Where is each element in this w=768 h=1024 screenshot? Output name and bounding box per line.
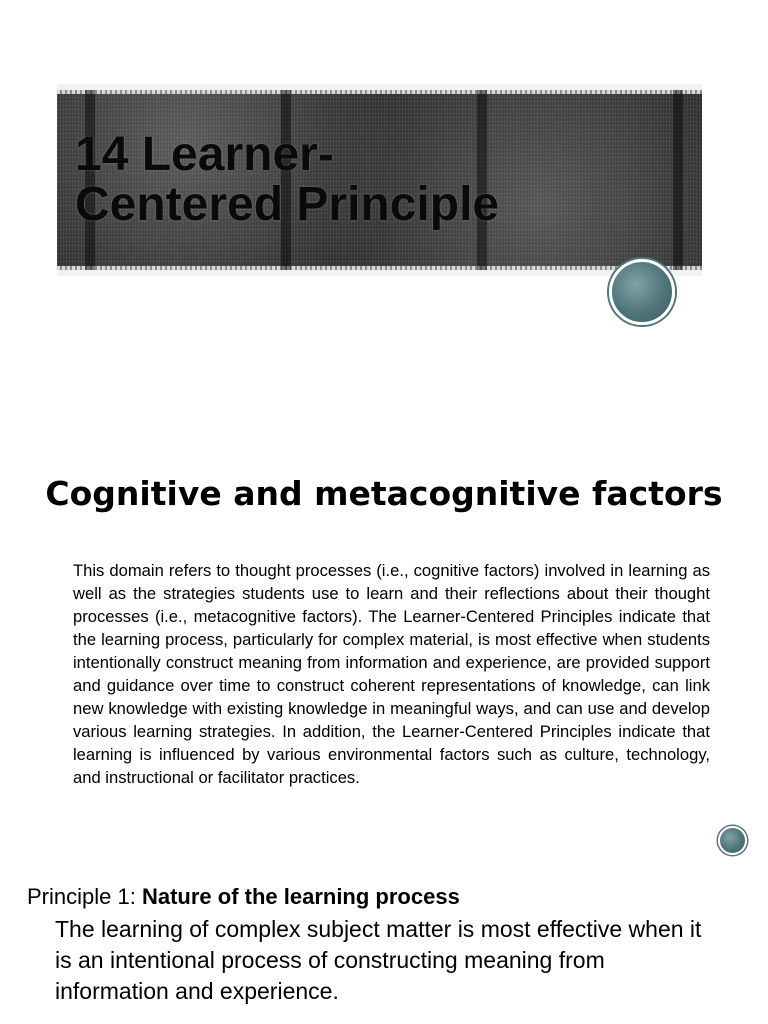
section-heading: Cognitive and metacognitive factors bbox=[45, 474, 723, 513]
principle-description: The learning of complex subject matter is most effective when it is an intentional process of constructing meaning from information and experience. bbox=[55, 916, 702, 1004]
title-line-1: 14 Learner- bbox=[75, 128, 334, 181]
principle-prefix: Principle 1: bbox=[27, 884, 142, 909]
teal-circle-badge-icon bbox=[718, 826, 747, 855]
page-title bbox=[75, 130, 499, 230]
banner-stripe bbox=[673, 90, 683, 270]
banner-top-edge bbox=[57, 90, 702, 94]
principle-name: Nature of the learning process bbox=[141, 884, 460, 909]
title-banner bbox=[57, 84, 702, 276]
teal-circle-badge-icon bbox=[609, 259, 675, 325]
section-body-text: This domain refers to thought processes (i.e., cognitive factors) involved in learning as well as the strategies students use to learn and their reflections about their thought processes (i.e., metacognitive factors). The Learner-Centered Principles indicate that the learning process, particularly for complex material, is most effective when students intentionally construct meaning from information and experience, are provided support and guidance over time to construct coherent representations of knowledge, can link new knowledge with existing knowledge in meaningful ways, and can use and develop various learning strategies. In addition, the Learner-Centered Principles indicate that learning is influenced by various environmental factors such as culture, technology, and instructional or facilitator practices. bbox=[73, 561, 710, 787]
principle-heading bbox=[27, 883, 460, 911]
title-line-2: Centered Principle bbox=[75, 178, 500, 231]
banner-bottom-edge bbox=[57, 266, 702, 270]
